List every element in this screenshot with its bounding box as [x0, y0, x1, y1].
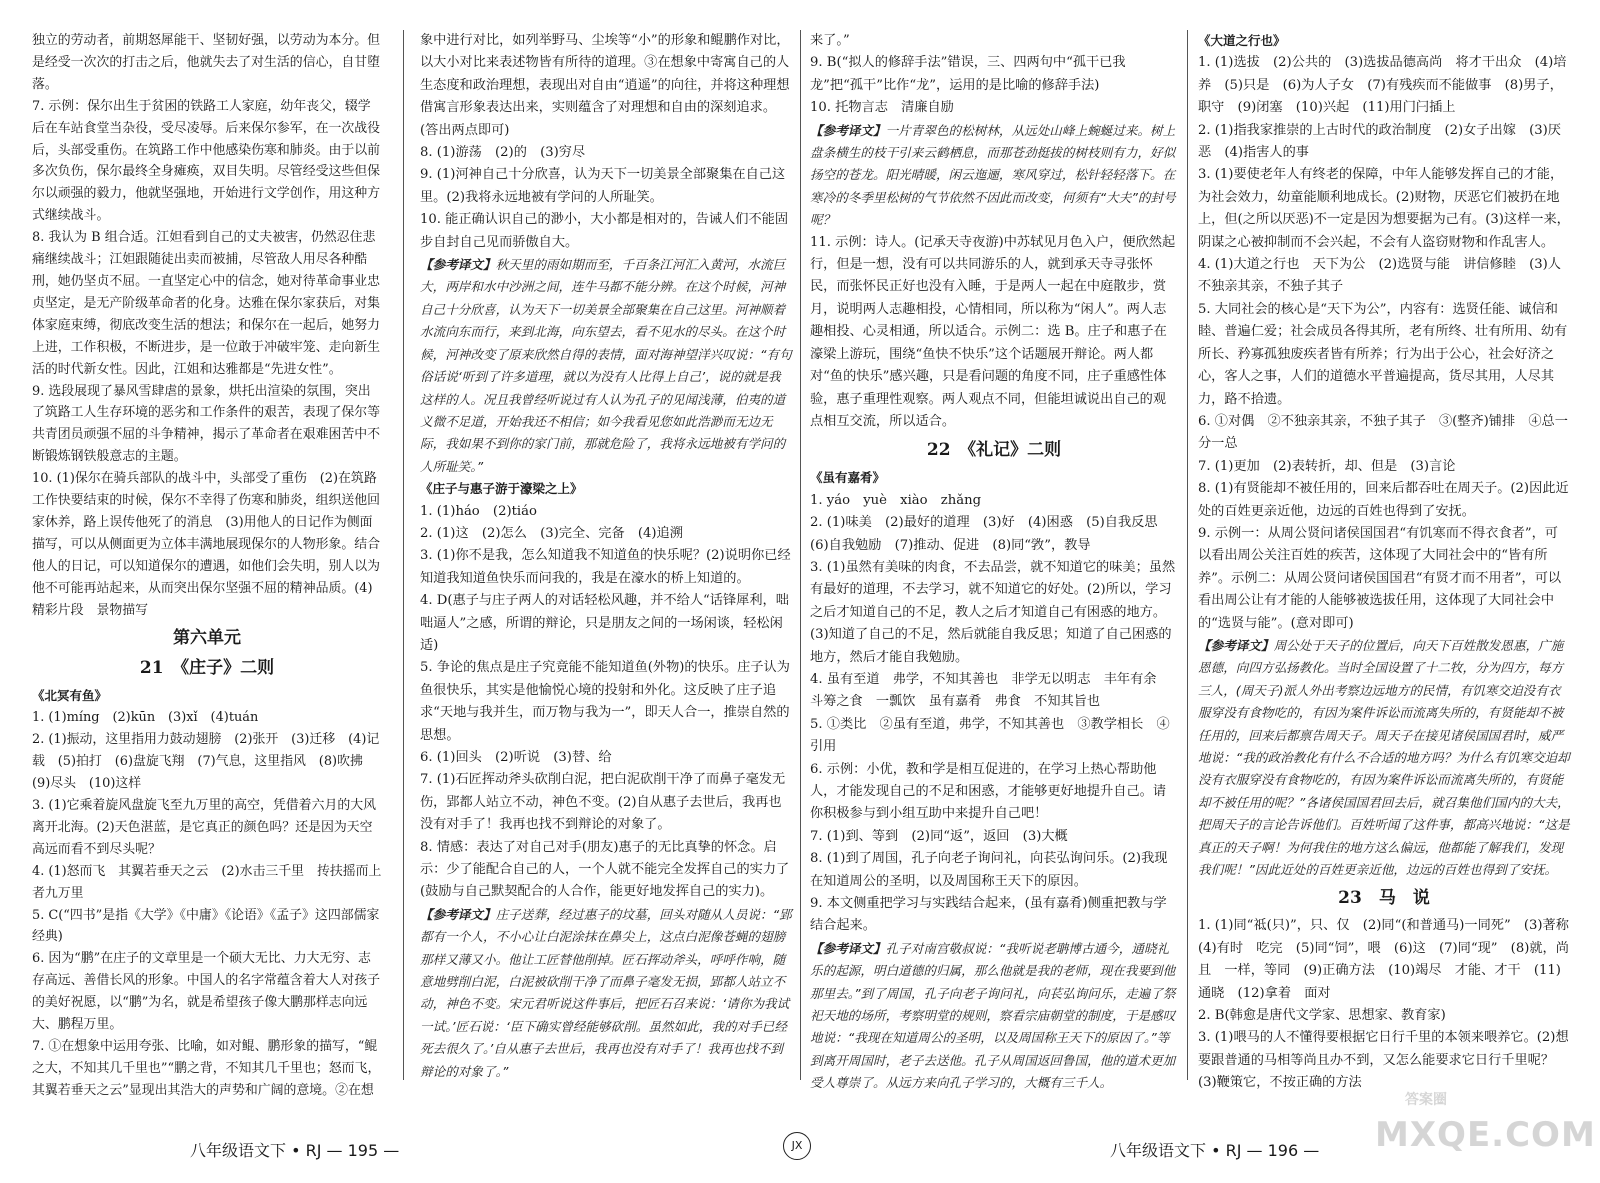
answer-paragraph: 11. 示例：诗人。(记承天寺夜游)中苏轼见月色入户，便欣然起行，但是一想，没有可以共同游乐的人，就到承天寺寻张怀民，而张怀民正好也没有入睡，于是两人一起在中庭散步，赏月，说明两人志趣相投，心情相同，所以称为“闲人”。两人志趣相投、心灵相通，所以适合。示例二：选 B。庄子和惠子在濠梁上游玩，围绕“鱼快不快乐”这个话题展开辩论。两人都对“鱼的快乐”感兴趣，只是看问题的角度不同，庄子重感性体验，惠子重理性观察。两人观点不同，但能坦诚说出自己的观点相互交流，所以适合。 — [810, 234, 1176, 429]
translation-label: 【参考译文】 — [810, 940, 886, 956]
answer-paragraph: 9. 选段展现了暴风雪肆虐的景象，烘托出渲染的氛围，突出了筑路工人生存环境的恶劣和工作条件的艰苦，表现了保尔等共青团员顽强不屈的斗争精神，揭示了革命者在艰难困苦中不断锻炼钢铁般意志的主题。 — [32, 383, 381, 465]
column-divider — [403, 30, 404, 1080]
answer-paragraph: 4. 虽有至道 弗学，不知其善也 非学无以明志 丰年有余 斗筹之食 一瓢饮 虽有嘉肴 弗食 不知其旨也 — [810, 671, 1170, 710]
column-divider — [800, 30, 801, 1080]
answer-paragraph: 9. B(“拟人的修辞手法”错误，三、四两句中“孤干已我龙”把“孤干”比作“龙”，运用的是比喻的修辞手法) — [810, 55, 1126, 93]
lesson-21-title: 21 《庄子》二则 — [139, 658, 275, 679]
answer-paragraph: 5. C(“四书”是指《大学》《中庸》《论语》《孟子》这四部儒家经典) — [32, 907, 380, 945]
answer-paragraph: 10. 能正确认识自己的渺小，大小都是相对的，告诫人们不能固步自封自己见而骄傲自大。 — [420, 212, 789, 250]
answer-paragraph: 8. (1)有贤能却不被任用的，回来后都吞吐在周天子。(2)因此近处的百姓更亲近他，边远的百姓也得到了安抚。 — [1198, 481, 1569, 519]
center-mark: JX — [783, 1132, 811, 1160]
answer-paragraph: 4. (1)大道之行也 天下为公 (2)选贤与能 讲信修睦 (3)人不独亲其亲，不独子其子 — [1198, 257, 1561, 295]
answer-paragraph: 7. (1)石匠挥动斧头砍削白泥，把白泥砍削干净了而鼻子毫发无伤，郢都人站立不动，神色不变。(2)自从惠子去世后，我再也没有对手了！我再也找不到辩论的对象了。 — [420, 772, 786, 833]
answer-paragraph: 7. (1)到、等到 (2)同“返”，返回 (3)大概 — [810, 828, 1068, 844]
page-footer-right: 八年级语文下 • RJ — 196 — — [1110, 1141, 1320, 1160]
answer-paragraph: 独立的劳动者，前期怒犀能干、坚韧好强，以劳动为本分。但是经受一次次的打击之后，他就失去了对生活的信心，自甘堕落。 — [32, 33, 381, 92]
page-footer-left: 八年级语文下 • RJ — 195 — — [190, 1141, 400, 1160]
answer-paragraph: 7. (1)更加 (2)表转折，却、但是 (3)言论 — [1198, 458, 1456, 474]
answer-paragraph: 3. (1)要使老年人有终老的保障，中年人能够发挥自己的才能，为社会效力，幼童能顺利地成长。(2)财物，厌恶它们被扔在地上，但(之所以厌恶)不一定是因为想要据为己有。(3)这样一来，阴谋之心被抑制而不会兴起，不会有人盗窃财物和作乱害人。 — [1198, 167, 1570, 250]
column-4 — [1198, 30, 1583, 1095]
answer-paragraph: 8. (1)游荡 (2)的 (3)穷尽 — [420, 145, 586, 161]
translation-label: 【参考译文】 — [1198, 637, 1274, 653]
watermark-logo — [1335, 1085, 1596, 1157]
column-3 — [810, 30, 1178, 1095]
answer-paragraph: 2. (1)指我家推崇的上古时代的政治制度 (2)女子出嫁 (3)厌恶 (4)指害人的事 — [1198, 122, 1561, 161]
answer-paragraph: 6. ①对偶 ②不独亲其亲，不独子其子 ③(整齐)铺排 ④总一分一总 — [1198, 413, 1568, 452]
answer-paragraph: 2. B(韩愈是唐代文学家、思想家、教育家) — [1198, 1008, 1446, 1024]
answer-paragraph: 5. ①类比 ②虽有至道，弗学，不知其善也 ③教学相长 ④引用 — [810, 716, 1170, 755]
reference-translation — [420, 254, 792, 478]
translation-text: 庄子送葬，经过惠子的坟墓，回头对随从人员说：“郢都有一个人，不小心让白泥涂抹在鼻尖上，这点白泥像苍蝇的翅膀那样又薄又小。他让工匠替他削掉。匠石挥动斧头，呼呼作响，随意地劈削白泥，白泥被砍削干净了而鼻子毫发无损，郢都人站立不动，神色不变。宋元君听说这件事后，把匠石召来说：‘请你为我试一试。’匠石说：‘臣下确实曾经能够砍削。虽然如此，我的对手已经死去很久了。’自从惠子去世后，我再也没有对手了！我再也找不到辩论的对象了。” — [420, 906, 792, 1079]
answer-paragraph: 1. (1)míng (2)kūn (3)xǐ (4)tuán — [32, 710, 259, 726]
answer-paragraph: 来了。” — [810, 33, 850, 48]
answer-paragraph: 1. (1)选拔 (2)公共的 (3)选拔品德高尚 将才干出众 (4)培养 (5)只是 (6)为人子女 (7)有残疾而不能做事 (8)男子，职守 (9)闭塞 (10)兴起 (11)用门闩插上 — [1198, 55, 1567, 116]
reference-translation — [420, 904, 792, 1083]
translation-text: 一片青翠色的松树林，从远处山峰上蜿蜒过来。树上盘条横生的枝干引来云鹤栖息，而那苍劲挺拔的树枝则有力，好似扬空的苍龙。阳光晴暖，闲云迤逦，寒风穿过，松针轻轻落下。在寒冷的冬季里松树的气节依然不因此而改变，何须有“大夫”的封号呢？ — [810, 122, 1176, 228]
answer-paragraph: 3. (1)虽然有美味的肉食，不去品尝，就不知道它的味美；虽然有最好的道理，不去学习，就不知道它的好处。(2)所以，学习之后才知道自己的不足，教人之后才知道自己有困惑的地方。(3)知道了自己的不足，然后就能自我反思；知道了自己困惑的地方，然后才能自我勉励。 — [810, 559, 1176, 665]
lesson-23-title: 23 马 说 — [1338, 888, 1430, 909]
answer-paragraph: 9. 本文侧重把学习与实践结合起来，(虽有嘉肴)侧重把教与学结合起来。 — [810, 896, 1167, 934]
answer-paragraph: 6. (1)回头 (2)听说 (3)替、给 — [420, 750, 612, 765]
answer-paragraph: 8. 我认为 B 组合适。江妲看到自己的丈夫被害，仍然忍住悲痛继续战斗；江妲跟随徒出卖而被捕，尽管敌人用尽各种酷刑，她仍坚贞不屈。一直坚定心中的信念，她对待革命事业忠贞坚定，是无产阶级革命者的化身。达雅在保尔家获后，对集体家庭束缚，彻底改变生活的想法；和保尔在一起后，她努力上进，工作积极，不断进步，是一位敢于冲破牢笼、走向新生活的时代新女性。因此，江姐和达雅都是“先进女性”。 — [32, 230, 381, 377]
answer-paragraph: 2. (1)这 (2)怎么 (3)完全、完备 (4)追溯 — [420, 525, 683, 541]
answer-paragraph: 7. 示例：保尔出生于贫困的铁路工人家庭，幼年丧父，辍学后在车站食堂当杂役，受尽凌辱。后来保尔参军，在一次战役后，头部受重伤。在筑路工作中他感染伤寒和肺炎。由于以前多次负伤，保尔最终全身瘫痪，双目失明。尽管经受这些但保尔以顽强的毅力，他就坚强地，开始进行文学创作，用这种方式继续战斗。 — [32, 98, 381, 224]
answer-paragraph: 3. (1)你不是我，怎么知道我不知道鱼的快乐呢？(2)说明你已经知道我知道鱼快乐而问我的，我是在濠水的桥上知道的。 — [420, 548, 791, 586]
answer-paragraph: 1. yáo yuè xiào zhǎng — [810, 492, 982, 508]
answer-paragraph: 1. (1)同“祗(只)”，只、仅 (2)同“(和普通马)一同死” (3)著称 (4)有时 吃完 (5)同“饲”，喂 (6)这 (7)同“现” (8)就，尚且 一样，等同 (9)正确方法 (10)竭尽 才能、才干 (11)通晓 (12)拿着 面对 — [1198, 918, 1583, 1001]
watermark-text: MXQE.COM — [1375, 1115, 1596, 1155]
answer-paragraph: 1. (1)háo (2)tiáo — [420, 503, 537, 519]
column-divider — [1187, 30, 1188, 1080]
column-1 — [32, 30, 382, 1102]
watermark-small-text: 答案圈 — [1405, 1092, 1447, 1108]
column-2 — [420, 30, 792, 1083]
section-heading: 《庄子与惠子游于濠梁之上》 — [420, 481, 583, 497]
answer-paragraph: 2. (1)振动，这里指用力鼓动翅膀 (2)张开 (3)迁移 (4)记载 (5)拍打 (6)盘旋飞翔 (7)气息，这里指风 (8)吹拂 (9)尽头 (10)这样 — [32, 732, 380, 792]
translation-label: 【参考译文】 — [810, 122, 886, 138]
reference-translation — [1198, 635, 1570, 881]
reference-translation — [810, 120, 1178, 232]
answer-paragraph: 3. (1)它乘着旋风盘旋飞至九万里的高空，凭借着六月的大风离开北海。(2)天色湛蓝，是它真正的颜色吗？还是因为天空高远而看不到尽头呢？ — [32, 798, 377, 857]
section-heading: 《虽有嘉肴》 — [810, 470, 886, 486]
answer-paragraph: 4. (1)怒而飞 其翼若垂天之云 (2)水击三千里 抟扶摇而上者九万里 — [32, 863, 382, 901]
answer-paragraph: 10. (1)保尔在骑兵部队的战斗中，头部受了重伤 (2)在筑路工作快要结束的时候，保尔不幸得了伤寒和肺炎，组织送他回家休养，路上误传他死了的消息 (3)用他人的日记作为侧面描写，可以从侧面更为立体丰满地展现保尔的人物形象。结合他人的日记，可以知道保尔的遭遇，如他们会失明，别人以为他不可能再站起来，从而突出保尔坚强不屈的精神品质。(4)精彩片段 景物描写 — [32, 471, 381, 618]
unit-title: 第六单元 — [173, 628, 241, 649]
translation-label: 【参考译文】 — [420, 257, 496, 273]
answer-paragraph: 4. D(惠子与庄子两人的对话轻松风趣，并不给人“话锋犀利，咄咄逼人”之感，所谓的辩论，只是朋友之间的一场闲谈，轻松闲适) — [420, 593, 789, 653]
answer-paragraph: 9. (1)河神自己十分欣喜，认为天下一切美景全部聚集在自己这里。(2)我将永远地被有学问的人所耻笑。 — [420, 167, 786, 205]
answer-paragraph: 8. (1)到了周国，孔子向老子询问礼，向苌弘询问乐。(2)我现在知道周公的圣明，以及周国称王天下的原因。 — [810, 851, 1168, 889]
answer-paragraph: 10. 托物言志 清廉自励 — [810, 100, 954, 116]
answer-paragraph: 8. 情感：表达了对自己对手(朋友)惠子的无比真挚的怀念。启示：少了能配合自己的人，一个人就不能完全发挥自己的实力了(鼓励与自己默契配合的人合作，能更好地发挥自己的实力)。 — [420, 839, 790, 900]
section-heading: 《大道之行也》 — [1198, 33, 1286, 48]
answer-paragraph: 6. 因为“鹏”在庄子的文章里是一个硕大无比、力大无穷、志存高远、善借长风的形象。中国人的名字常蕴含着大人对孩子的美好祝愿，以“鹏”为名，就是希望孩子像大鹏那样志向远大、鹏程万里。 — [32, 951, 381, 1033]
section-heading: 《北冥有鱼》 — [32, 688, 108, 704]
answer-paragraph: 6. 示例：小优，教和学是相互促进的，在学习上热心帮助他人，才能发现自己的不足和困惑，才能够更好地提升自己。请你积极参与到小组互助中来提升自己吧！ — [810, 761, 1167, 822]
answer-paragraph: 3. (1)喂马的人不懂得要根据它日行千里的本领来喂养它。(2)想要跟普通的马相等尚且办不到，又怎么能要求它日行千里呢？(3)鞭策它，不按正确的方法 — [1198, 1030, 1569, 1091]
answer-paragraph: 象中进行对比，如列举野马、尘埃等“小”的形象和鲲鹏作对比，以大小对比来表述物皆有所待的道理。③在想象中寄寓自己的人生态度和政治理想，表现出对自由“逍遥”的向往，并将这种理想借寓言形象表达出来，实则蕴含了对理想和自由的深刻追求。(答出两点即可) — [420, 33, 790, 138]
translation-text: 周公处于天子的位置后，向天下百姓散发恩惠，广施恩德，向四方弘扬教化。当时全国设置了十二牧，分为四方，每方三人，(周天子)派人外出考察边远地方的民情，有饥寒交迫没有衣服穿没有食物吃的，有因为案件诉讼而流离失所的，有贤能却不被任用的，回来后都禀告周天子。周天子在接见诸侯国国君时，威严地说：“我的政治教化有什么不合适的地方吗？为什么有饥寒交迫却没有衣服穿没有食物吃的，有因为案件诉讼而流离失所的，有贤能却不被任用的呢？”各诸侯国国君回去后，就召集他们国内的大夫，把周天子的言论告诉他们。百姓听闻了这件事，都高兴地说：“这是真正的天子啊！为何我住的地方这么偏远，他都能了解我们，发现我们呢！”因此近处的百姓更亲近他，边远的百姓也得到了安抚。 — [1198, 637, 1570, 878]
translation-text: 孔子对南宫敬叔说：“我听说老聃博古通今，通晓礼乐的起源，明白道德的归属，那么他就是我的老师，现在我要到他那里去。”到了周国，孔子向老子询问礼，向苌弘询问乐，走遍了祭祀天地的场所，考察明堂的规则，察看宗庙朝堂的制度，于是感叹地说：“我现在知道周公的圣明，以及周国称王天下的原因了。”等到离开周国时，老子去送他。孔子从周国返回鲁国，他的道术更加受人尊崇了。从远方来向孔子学习的，大概有三千人。 — [810, 940, 1176, 1091]
translation-label: 【参考译文】 — [420, 906, 496, 922]
answer-paragraph: 5. 大同社会的核心是“天下为公”，内容有：选贤任能、诚信和睦、普遍仁爱；社会成员各得其所，老有所终、壮有所用、幼有所长、矜寡孤独废疾者皆有所养；行为出于公心，社会好济之心，客人之事，人们的道德水平普遍提高，货尽其用，人尽其力，路不拾遗。 — [1198, 301, 1568, 407]
translation-text: 秋天里的雨如期而至，千百条江河汇入黄河，水流巨大，两岸和水中沙洲之间，连牛马都不能分辨。在这个时候，河神自己十分欣喜，认为天下一切美景全部聚集在自己这里。河神顺着水流向东而行，来到北海，向东望去，看不见水的尽头。在这个时候，河神改变了原来欣然自得的表情，面对海神望洋兴叹说：“有句俗话说‘听到了许多道理，就以为没有人比得上自己’，说的就是我这样的人。况且我曾经听说过有人认为孔子的见闻浅薄，伯夷的道义微不足道，开始我还不相信；如今我看见您如此浩渺而无边无际，我如果不到你的家门前，那就危险了，我将永远地被有学问的人所耻笑。” — [420, 257, 792, 474]
answer-paragraph: 2. (1)味美 (2)最好的道理 (3)好 (4)困惑 (5)自我反思 (6)自我勉励 (7)推动、促进 (8)同“敩”，教导 — [810, 515, 1171, 553]
answer-paragraph: 9. 示例一：从周公贤问诸侯国国君“有饥寒而不得衣食者”，可以看出周公关注百姓的疾苦，这体现了大同社会中的“皆有所养”。示例二：从周公贤问诸侯国国君“有贤才而不用者”，可以看出周公让有才能的人能够被选拔任用，这体现了大同社会中的“选贤与能”。(意对即可) — [1198, 525, 1562, 631]
reference-translation — [810, 938, 1178, 1095]
answer-paragraph: 7. ①在想象中运用夸张、比喻，如对鲲、鹏形象的描写，“鲲之大，不知其几千里也”“鹏之背，不知其几千里也；怒而飞，其翼若垂天之云”显现出其浩大的声势和广阔的意境。②在想 — [32, 1038, 381, 1098]
lesson-22-title: 22 《礼记》二则 — [926, 440, 1062, 461]
answer-paragraph: 5. 争论的焦点是庄子究竟能不能知道鱼(外物)的快乐。庄子认为鱼很快乐，其实是他愉悦心境的投射和外化。这反映了庄子追求“天地与我并生，而万物与我为一”，即天人合一，推崇自然的思想。 — [420, 660, 790, 743]
